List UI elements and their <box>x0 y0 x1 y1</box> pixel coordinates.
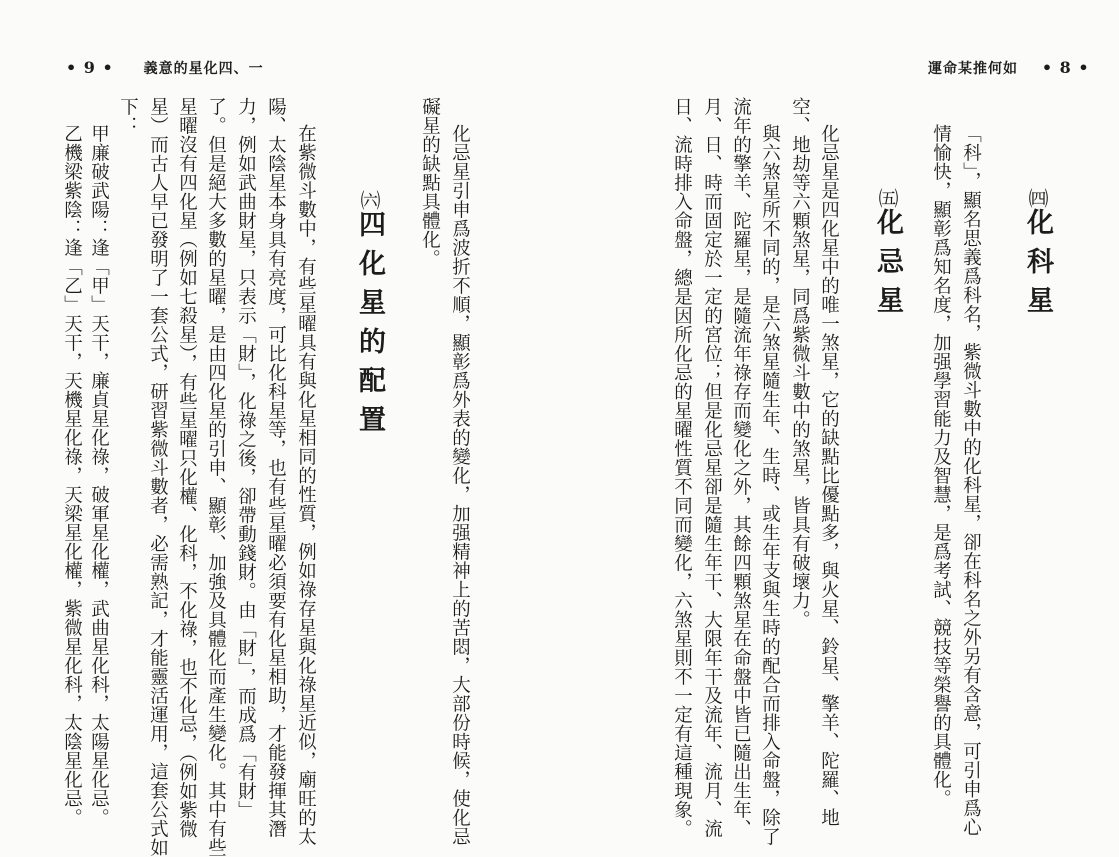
text-column-l11: 化忌星引申爲波折不順，顯彰爲外表的變化，加强精神上的苦悶，大部份時候，使化忌 <box>449 124 471 846</box>
text-column-l5: 星曜沒有四化星（例如七殺星），有些星曜只化權、化科，不化祿，也不化忌，（例如紫微 <box>176 97 198 839</box>
text-column-r2: 月、日、時而固定於一定的宮位；但是化忌星卻是隨生年干、大限年干及流年、流月、流 <box>701 97 723 838</box>
text-column-r6: 化忌星是四化星中的唯一煞星，它的缺點比優點多，與火星、鈴星、擎羊、陀羅、地 <box>818 124 840 827</box>
page-number-9: • 9 • <box>66 58 114 77</box>
page-number-8: • 8 • <box>1041 58 1090 77</box>
page-header-right <box>928 58 1096 78</box>
text-column-r1: 日、流時排入命盤，總是因所化忌的星曜性質不同而變化，六煞星則不一定有這種現象。 <box>671 97 693 838</box>
heading-number: ㈣ <box>1025 188 1049 208</box>
heading-title: 四化星的配置 <box>354 210 385 444</box>
text-column-r3: 流年的擎羊、陀羅星，是隨流年祿存而變化之外，其餘四顆煞星在命盤中皆已隨出生年、 <box>730 97 752 838</box>
heading-title: 化忌星 <box>872 208 903 325</box>
text-column-l3: 下： <box>117 97 139 135</box>
text-column-l7: 力，例如武曲財星，只表示「財」，化祿之後，卻帶動錢財。由「財」，而成爲「有財」 <box>235 97 257 820</box>
text-column-r5: 空、地劫等六顆煞星，同爲紫微斗數中的煞星，皆具有破壞力。 <box>789 97 811 629</box>
text-column-l6: 了。但是絕大多數的星曜，是由四化星的引申、顯彰、加強及具體化而產生變化。其中有些 <box>205 97 227 857</box>
right-page <box>560 0 1119 846</box>
page-header-left <box>60 58 264 78</box>
running-title-left: 義意的星化四、一 <box>143 61 264 77</box>
running-title-right: 運命某推何如 <box>928 61 1018 77</box>
text-column-r4: 與六煞星所不同的，是六煞星隨生年、生時、或生年支與生時的配合而排入命盤，除了 <box>759 124 781 846</box>
text-column-l4: 星）而古人早已發明了一套公式，研習紫微斗數者，必需熟記，才能靈活運用，這套公式如 <box>147 97 169 857</box>
heading-title: 化科星 <box>1022 208 1053 325</box>
section-heading-huaji <box>868 188 907 325</box>
section-heading-4hua-config <box>350 190 389 444</box>
text-column-r7: 情愉快，顯彰爲知名度，加强學習能力及智慧，是爲考試、競技等榮譽的具體化。 <box>930 124 952 808</box>
text-column-l1: 乙機梁紫陰：逢「乙」天干，天機星化祿，天梁星化權，紫微星化科，太陰星化忌。 <box>61 124 83 827</box>
text-column-l8: 陽、太陰星本身具有亮度，可比化科星等，也有些星曜必須要有化星相助，才能發揮其潛 <box>265 97 287 838</box>
text-column-r8: 「科」，顯名思義爲科名，紫微斗數中的化科星，卻在科名之外另有含意，可引申爲心 <box>960 124 982 837</box>
text-column-l2: 甲廉破武陽：逢「甲」天干，廉貞星化祿，破軍星化權，武曲星化科，太陽星化忌。 <box>88 124 110 827</box>
heading-number: ㈥ <box>357 190 381 210</box>
section-heading-huake <box>1018 188 1057 325</box>
text-column-l10: 礙星的缺點具體化。 <box>419 97 441 268</box>
text-column-l9: 在紫微斗數中，有些星曜具有與化星相同的性質，例如祿存星與化祿星近似，廟旺的太 <box>295 124 317 846</box>
heading-number: ㈤ <box>875 188 899 208</box>
